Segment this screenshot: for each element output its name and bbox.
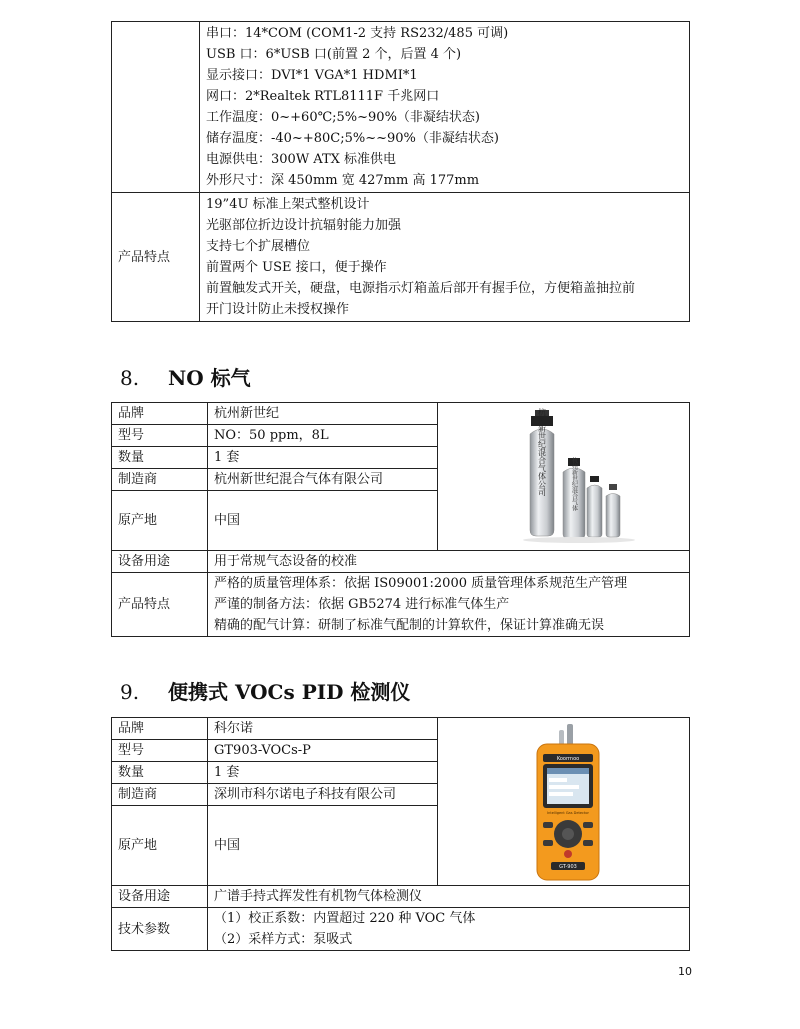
feature-line: 精确的配气计算：研制了标准气配制的计算软件，保证计算准确无误 bbox=[214, 618, 605, 633]
row-label: 型号 bbox=[112, 425, 208, 447]
voc-detector-table bbox=[111, 717, 690, 951]
tech-line: （2）采样方式：泵吸式 bbox=[214, 932, 353, 947]
cylinder-label-big: 杭州新世纪混合气体公司 bbox=[537, 407, 546, 496]
cylinder-label-mid: 杭州新世纪混合气体 bbox=[570, 456, 577, 511]
spec-line: 串口：14*COM (COM1-2 支持 RS232/485 可调) bbox=[206, 26, 509, 41]
spec-line: USB 口：6*USB 口(前置 2 个，后置 4 个) bbox=[206, 47, 462, 62]
section-title: 便携式 VOCs PID 检测仪 bbox=[168, 680, 411, 704]
spec-line: 外形尺寸：深 450mm 宽 427mm 高 177mm bbox=[206, 173, 480, 188]
use-label: 设备用途 bbox=[112, 886, 208, 908]
feature-line: 光驱部位折边设计抗辐射能力加强 bbox=[206, 218, 402, 233]
spec-line: 显示接口：DVI*1 VGA*1 HDMI*1 bbox=[206, 68, 418, 83]
row-value: 科尔诺 bbox=[208, 718, 438, 740]
use-value: 广谱手持式挥发性有机物气体检测仪 bbox=[208, 886, 690, 908]
spec-line: 网口：2*Realtek RTL8111F 千兆网口 bbox=[206, 89, 440, 104]
row-value: GT903-VOCs-P bbox=[208, 740, 438, 762]
no-gas-table bbox=[111, 402, 690, 637]
row-value: 1 套 bbox=[208, 447, 438, 469]
tech-lines-cell bbox=[208, 908, 690, 951]
row-value: 杭州新世纪 bbox=[208, 403, 438, 425]
spec-label-cell bbox=[112, 22, 200, 193]
row-value: 1 套 bbox=[208, 762, 438, 784]
row-label: 品牌 bbox=[112, 403, 208, 425]
row-label: 制造商 bbox=[112, 784, 208, 806]
feature-line: 19”4U 标准上架式整机设计 bbox=[206, 197, 370, 212]
use-value: 用于常规气态设备的校准 bbox=[208, 551, 690, 573]
page-number: 10 bbox=[678, 965, 692, 978]
feature-line: 开门设计防止未授权操作 bbox=[206, 302, 350, 317]
row-value: NO：50 ppm，8L bbox=[208, 425, 438, 447]
tech-line: （1）校正系数：内置超过 220 种 VOC 气体 bbox=[214, 911, 476, 926]
feature-line: 严格的质量管理体系：依据 IS09001:2000 质量管理体系规范生产管理 bbox=[214, 576, 628, 591]
features-lines-cell bbox=[200, 193, 690, 322]
row-label: 数量 bbox=[112, 762, 208, 784]
section-title: NO 标气 bbox=[168, 366, 251, 390]
row-label: 型号 bbox=[112, 740, 208, 762]
row-label: 品牌 bbox=[112, 718, 208, 740]
tech-label: 技术参数 bbox=[112, 908, 208, 951]
row-value: 中国 bbox=[208, 491, 438, 551]
spec-line: 储存温度：-40~+80C;5%~~90%（非凝结状态) bbox=[206, 131, 499, 146]
section-number: 9. bbox=[120, 680, 140, 704]
feature-line: 支持七个扩展槽位 bbox=[206, 239, 311, 254]
feature-line: 严谨的制备方法：依据 GB5274 进行标准气体生产 bbox=[214, 597, 510, 612]
row-label: 原产地 bbox=[112, 491, 208, 551]
spec-lines-cell bbox=[200, 22, 690, 193]
section-heading-9 bbox=[120, 676, 410, 705]
spec-line: 工作温度：0~+60℃;5%~90%（非凝结状态) bbox=[206, 110, 481, 125]
row-value: 杭州新世纪混合气体有限公司 bbox=[208, 469, 438, 491]
feature-line: 前置两个 USE 接口，便于操作 bbox=[206, 260, 387, 275]
spec-line: 电源供电：300W ATX 标准供电 bbox=[206, 152, 397, 167]
gas-cylinders-image bbox=[438, 403, 690, 551]
gas-detector-image bbox=[438, 718, 690, 886]
detector-model: GT-903 bbox=[558, 863, 577, 870]
row-value: 深圳市科尔诺电子科技有限公司 bbox=[208, 784, 438, 806]
features-label: 产品特点 bbox=[112, 573, 208, 637]
section-heading-8 bbox=[120, 362, 251, 391]
use-label: 设备用途 bbox=[112, 551, 208, 573]
detector-brand: Koorrnoo bbox=[556, 755, 579, 762]
row-value: 中国 bbox=[208, 806, 438, 886]
row-label: 制造商 bbox=[112, 469, 208, 491]
section-number: 8. bbox=[120, 366, 140, 390]
row-label: 原产地 bbox=[112, 806, 208, 886]
features-label: 产品特点 bbox=[112, 193, 200, 322]
server-spec-table bbox=[111, 21, 690, 322]
features-lines-cell bbox=[208, 573, 690, 637]
detector-screen-title: Intelligent Gas Detector bbox=[546, 810, 589, 815]
feature-line: 前置触发式开关，硬盘，电源指示灯箱盖后部开有握手位，方便箱盖抽拉前 bbox=[206, 281, 636, 296]
row-label: 数量 bbox=[112, 447, 208, 469]
